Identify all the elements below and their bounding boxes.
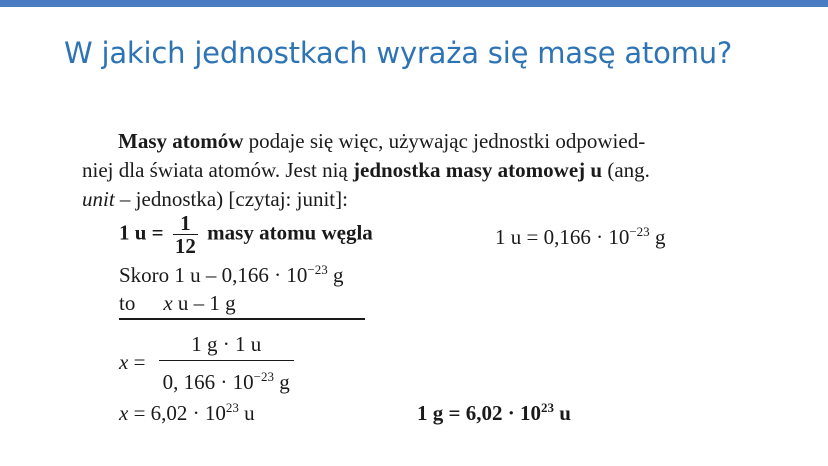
term-unit: unit: [82, 187, 115, 211]
calculation-denominator-unit: g: [274, 370, 290, 394]
result-text: = 6,02 · 10: [128, 401, 226, 425]
definition-right: masy atomu węgla: [207, 220, 373, 245]
result-bold-text: 1 g = 6,02 · 10: [417, 401, 541, 425]
calculation-denominator: [159, 361, 294, 394]
calculation-x: x: [119, 349, 129, 374]
calculation-numerator: [159, 330, 294, 361]
result-bold-equation: [417, 400, 571, 426]
definition-value: [495, 224, 665, 250]
proportion-line-2: [119, 291, 236, 316]
definition-left: 1 u =: [119, 220, 164, 245]
proportion-to: to: [119, 291, 136, 315]
definition-value-exponent: −23: [629, 224, 650, 239]
calculation-denominator-text: 0, 166 · 10: [162, 370, 254, 394]
proportion-line-1-text: Skoro 1 u – 0,166 · 10: [119, 263, 308, 287]
intro-paragraph: [82, 127, 742, 214]
proportion-line-1-unit: g: [327, 263, 344, 287]
paragraph-text-2: niej dla świata atomów. Jest nią: [82, 158, 353, 182]
result-x: x: [119, 401, 129, 425]
term-atomic-mass-unit: jednostka masy atomowej u: [353, 158, 603, 182]
proportion-line-1: [119, 262, 344, 288]
definition-equation: [119, 212, 373, 257]
proportion-line-2-text: u – 1 g: [172, 291, 236, 315]
definition-value-text: 1 u = 0,166 · 10: [495, 225, 630, 249]
top-accent-bar: [0, 0, 828, 7]
proportion-x: x: [163, 291, 173, 315]
calculation-denominator-exponent: −23: [253, 369, 275, 384]
paragraph-text-4: – jednostka) [czytaj: junit]:: [114, 187, 348, 211]
term-atomic-masses: Masy atomów: [118, 129, 244, 153]
result-bold-unit: u: [553, 401, 571, 425]
separator-line: [119, 318, 365, 320]
calculation-equation: [119, 330, 298, 394]
paragraph-text-3: (ang.: [602, 158, 650, 182]
proportion-line-1-exponent: −23: [307, 262, 328, 277]
paragraph-text-1: podaje się więc, używając jednostki odpowied-: [243, 129, 646, 153]
result-bold-exponent: 23: [540, 400, 554, 415]
definition-value-unit: g: [649, 225, 666, 249]
fraction-numerator: 1: [173, 212, 198, 235]
result-exponent: 23: [225, 400, 239, 415]
result-equation: [119, 400, 255, 426]
result-unit: u: [238, 401, 255, 425]
calculation-fraction: [159, 330, 294, 394]
calculation-equals: =: [128, 349, 146, 374]
fraction-one-twelfth: [173, 212, 198, 257]
calculation-numerator-text: 1 g · 1 u: [191, 332, 262, 356]
slide-title: W jakich jednostkach wyraża się masę atomu?: [64, 36, 733, 70]
fraction-denominator: 12: [174, 234, 196, 258]
